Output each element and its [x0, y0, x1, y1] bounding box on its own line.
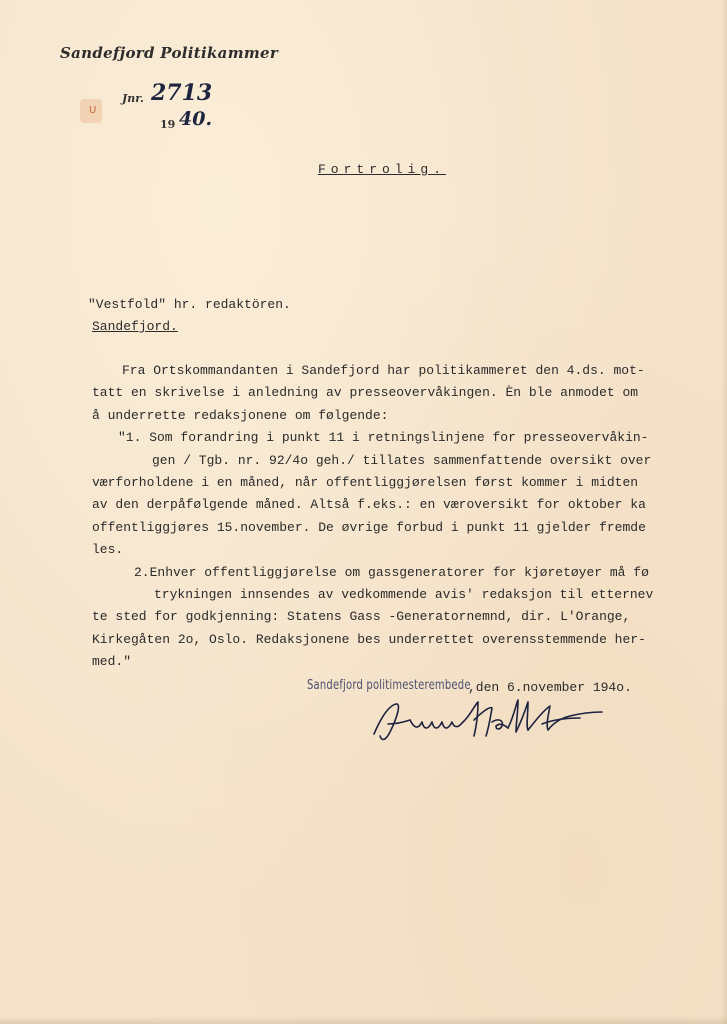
body-line: å underrette redaksjonene om følgende: [92, 407, 389, 423]
body-line: Fra Ortskommandanten i Sandefjord har politikammeret den 4.ds. mot- [122, 363, 645, 378]
body-line: "1. Som forandring i punkt 11 i retningslinjene for presseovervåkin- [118, 430, 649, 446]
body-line: offentliggjøres 15.november. De øvrige forbud i punkt 11 gjelder fremde [92, 519, 646, 535]
body-line: te sted for godkjenning: Statens Gass -Generatornemnd, dir. L'Orange, [92, 609, 631, 625]
body-line: 2.Enhver offentliggjørelse om gassgeneratorer for kjøretøyer må fø [134, 564, 649, 580]
confidential-heading: Fortrolig. [318, 162, 447, 177]
body-line: værforholdene i en måned, når offentliggjørelsen først kommer i midten [92, 474, 639, 490]
body-line: tatt en skrivelse i anledning av presseovervåkingen. Èn ble anmodet om [92, 385, 639, 401]
year-suffix: 40. [179, 108, 213, 130]
place-date: ,den 6.november 194o. [468, 680, 632, 695]
body-line: med." [92, 654, 132, 670]
body-line: les. [92, 542, 124, 558]
recipient-line: "Vestfold" hr. redaktören. [88, 297, 291, 312]
corner-mark-text: U [89, 105, 97, 116]
recipient-city: Sandefjord. [92, 319, 178, 334]
office-stamp: Sandefjord politimesterembede [307, 678, 471, 693]
journal-number-label: Jnr. [122, 92, 144, 105]
body-line: av den derpåfølgende måned. Altså f.eks.: en væroversikt for oktober ka [92, 497, 646, 513]
handwritten-signature [366, 690, 616, 750]
page-edge-shadow-bottom [0, 1016, 727, 1024]
letter-body [92, 360, 724, 673]
journal-number-value: 2713 [151, 80, 213, 106]
body-line: trykningen innsendes av vedkommende avis' redaksjon til etternev [154, 586, 654, 602]
body-line: Kirkegåten 2o, Oslo. Redaksjonene bes underrettet overensstemmende her- [92, 631, 646, 647]
letterhead: Sandefjord Politikammer [60, 44, 279, 62]
body-line: gen / Tgb. nr. 92/4o geh./ tillates sammenfattende oversikt over [152, 452, 652, 468]
year-prefix: 19 [160, 118, 176, 131]
